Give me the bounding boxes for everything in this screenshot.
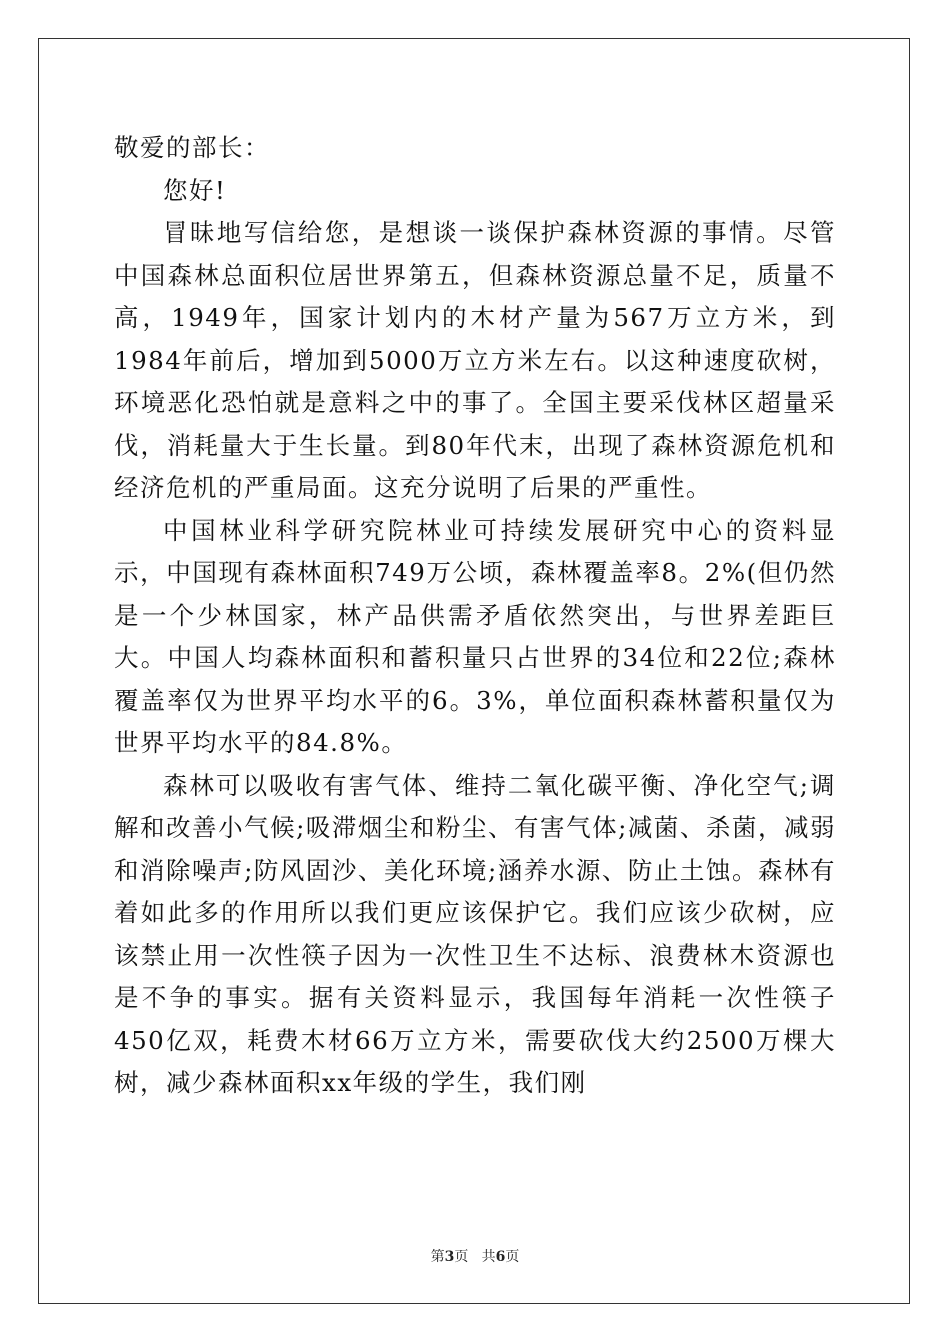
letter-paragraph: 中国林业科学研究院林业可持续发展研究中心的资料显示，中国现有森林面积749万公顷，森林覆盖率8。2%(但仍然是一个少林国家，林产品供需矛盾依然突出，与世界差距巨大。中国人均森林面积和蓄积量只占世界的34位和22位;森林覆盖率仅为世界平均水平的6。3%，单位面积森林蓄积量仅为世界平均水平的84.8%。 xyxy=(114,515,836,757)
page-number: 3 xyxy=(444,1249,455,1265)
page-suffix: 页 xyxy=(454,1249,469,1265)
total-pages: 6 xyxy=(495,1249,506,1265)
total-prefix: 共 xyxy=(481,1249,496,1265)
letter-greeting: 您好! xyxy=(163,175,227,205)
letter-body xyxy=(114,127,836,1105)
page-footer xyxy=(0,1246,950,1266)
total-suffix: 页 xyxy=(505,1249,520,1265)
page-prefix: 第 xyxy=(430,1249,445,1265)
letter-paragraph: 冒昧地写信给您，是想谈一谈保护森林资源的事情。尽管中国森林总面积位居世界第五，但森林资源总量不足，质量不高，1949年，国家计划内的木材产量为567万立方米，到1984年前后，增加到5000万立方米左右。以这种速度砍树，环境恶化恐怕就是意料之中的事了。全国主要采伐林区超量采伐，消耗量大于生长量。到80年代末，出现了森林资源危机和经济危机的严重局面。这充分说明了后果的严重性。 xyxy=(114,218,836,502)
letter-paragraph: 森林可以吸收有害气体、维持二氧化碳平衡、净化空气;调解和改善小气候;吸滞烟尘和粉尘、有害气体;减菌、杀菌，减弱和消除噪声;防风固沙、美化环境;涵养水源、防止土蚀。森林有着如此多的作用所以我们更应该保护它。我们应该少砍树，应该禁止用一次性筷子因为一次性卫生不达标、浪费林木资源也是不争的事实。据有关资料显示，我国每年消耗一次性筷子450亿双，耗费木材66万立方米，需要砍伐大约2500万棵大树，减少森林面积xx年级的学生，我们刚 xyxy=(114,770,836,1097)
letter-salutation: 敬爱的部长： xyxy=(114,133,270,162)
